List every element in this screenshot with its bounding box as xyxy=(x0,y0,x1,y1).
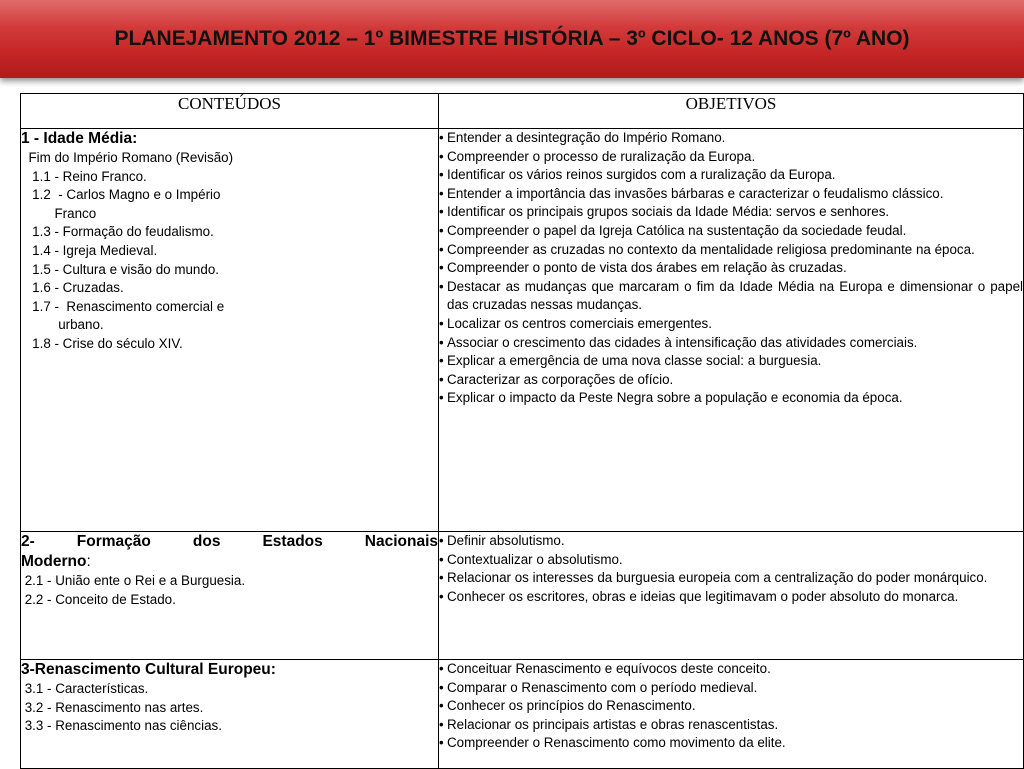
objective-item: • Associar o crescimento das cidades à intensificação das atividades comerciais. xyxy=(439,334,1023,353)
content-item: 2.1 - União ente o Rei e a Burguesia. xyxy=(21,573,246,588)
objective-item: • Compreender as cruzadas no contexto da mentalidade religiosa predominante na época. xyxy=(439,241,1023,260)
content-item: 1.3 - Formação do feudalismo. xyxy=(21,224,214,240)
section-title: 1 - Idade Média: xyxy=(21,130,138,147)
page-title: PLANEJAMENTO 2012 – 1º BIMESTRE HISTÓRIA – 3º CICLO- 12 ANOS (7º ANO) xyxy=(114,27,910,50)
content-item: 1.5 - Cultura e visão do mundo. xyxy=(21,261,219,277)
objectives-cell xyxy=(439,532,1024,660)
content-item: 2.2 - Conceito de Estado. xyxy=(21,591,176,607)
objectives-list xyxy=(439,129,1023,408)
objective-item: • Entender a desintegração do Império Romano. xyxy=(439,129,1023,148)
content-item: 1.8 - Crise do século XIV. xyxy=(21,335,183,351)
table-header-row xyxy=(21,94,1024,129)
objective-item: • Relacionar os interesses da burguesia europeia com a centralização do poder monárquico. xyxy=(439,569,1023,588)
content-item: 1.7 - Renascimento comercial e xyxy=(21,298,225,314)
contents-cell xyxy=(21,129,439,532)
content-item: 1.6 - Cruzadas. xyxy=(21,280,124,296)
objective-item: • Contextualizar o absolutismo. xyxy=(439,551,1023,570)
content-item: Franco xyxy=(21,205,97,221)
header-contents: CONTEÚDOS xyxy=(21,94,439,129)
content-item: 1.1 - Reino Franco. xyxy=(21,168,147,184)
objective-item: • Entender a importância das invasões bárbaras e caracterizar o feudalismo clássico. xyxy=(439,185,1023,204)
objectives-list xyxy=(439,532,1023,606)
content-item: 3.2 - Renascimento nas artes. xyxy=(21,699,204,715)
objective-item: • Identificar os principais grupos sociais da Idade Média: servos e senhores. xyxy=(439,203,1023,222)
objective-item: • Conceituar Renascimento e equívocos deste conceito. xyxy=(439,660,1023,679)
content-item: 1.2 - Carlos Magno e o Império xyxy=(21,187,221,203)
content-item: 1.4 - Igreja Medieval. xyxy=(21,242,158,258)
header-objectives: OBJETIVOS xyxy=(439,94,1024,129)
title-banner xyxy=(0,0,1024,78)
objective-item: • Compreender o processo de ruralização da Europa. xyxy=(439,148,1023,167)
objective-item: • Compreender o papel da Igreja Católica na sustentação da sociedade feudal. xyxy=(439,222,1023,241)
objectives-list xyxy=(439,660,1023,753)
objective-item: • Caracterizar as corporações de ofício. xyxy=(439,371,1023,390)
section-title: 2- Formação dos Estados Nacionais xyxy=(21,533,438,550)
objective-item: • Identificar os vários reinos surgidos com a ruralização da Europa. xyxy=(439,166,1023,185)
objective-item: • Destacar as mudanças que marcaram o fim da Idade Média na Europa e dimensionar o papel das cruzadas nessas mudanças. xyxy=(439,278,1023,315)
table-row xyxy=(21,129,1024,532)
objective-item: • Conhecer os escritores, obras e ideias que legitimavam o poder absoluto do monarca. xyxy=(439,588,1023,607)
section-title-colon: : xyxy=(86,553,91,570)
content-item: Fim do Império Romano (Revisão) xyxy=(21,150,234,165)
contents-cell xyxy=(21,532,439,660)
objective-item: • Compreender o ponto de vista dos árabes em relação às cruzadas. xyxy=(439,259,1023,278)
planning-table xyxy=(20,93,1024,769)
section-title-continued xyxy=(21,552,438,572)
objective-item: • Comparar o Renascimento com o período medieval. xyxy=(439,679,1023,698)
objective-item: • Conhecer os princípios do Renascimento. xyxy=(439,697,1023,716)
table-row xyxy=(21,532,1024,660)
objective-item: • Definir absolutismo. xyxy=(439,532,1023,551)
objective-item: • Relacionar os principais artistas e obras renascentistas. xyxy=(439,716,1023,735)
objectives-cell xyxy=(439,660,1024,769)
section-title: 3-Renascimento Cultural Europeu: xyxy=(21,661,276,678)
content-item: urbano. xyxy=(21,317,104,333)
contents-cell xyxy=(21,660,439,769)
section-title-word: Moderno xyxy=(21,553,87,570)
table-row xyxy=(21,660,1024,769)
content-item: 3.1 - Características. xyxy=(21,681,149,696)
objective-item: • Explicar a emergência de uma nova classe social: a burguesia. xyxy=(439,352,1023,371)
objectives-cell xyxy=(439,129,1024,532)
objective-item: • Localizar os centros comerciais emergentes. xyxy=(439,315,1023,334)
content-item: 3.3 - Renascimento nas ciências. xyxy=(21,718,222,734)
objective-item: • Explicar o impacto da Peste Negra sobre a população e economia da época. xyxy=(439,389,1023,408)
objective-item: • Compreender o Renascimento como movimento da elite. xyxy=(439,734,1023,753)
